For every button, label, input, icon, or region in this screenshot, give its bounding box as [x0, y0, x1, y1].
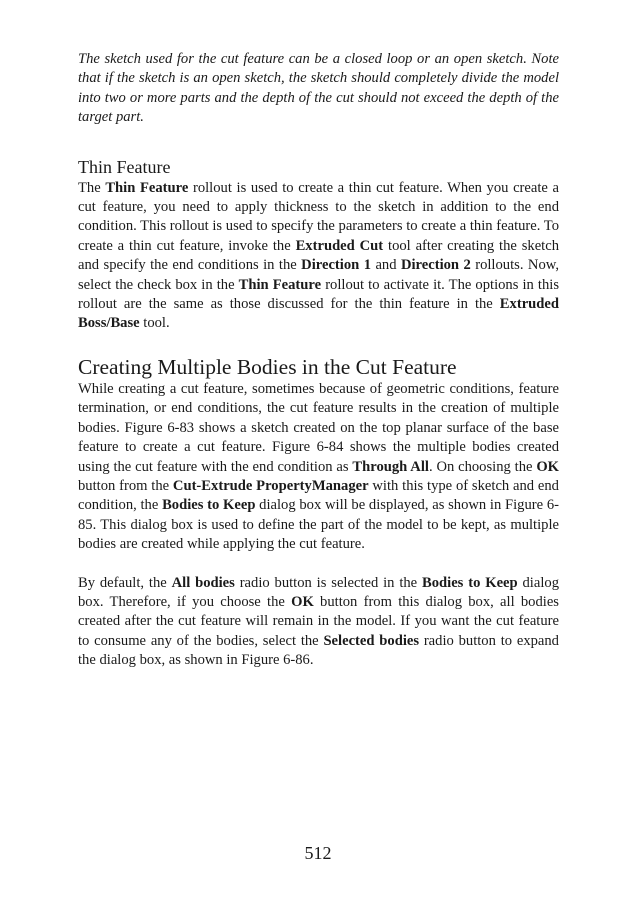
page-number: 512: [304, 843, 332, 863]
note-paragraph: The sketch used for the cut feature can be a closed loop or an open sketch. Note that if the sketch is an open sketch, the sketch should completely divide the model into two or more parts and the depth of the cut should not exceed the depth of the target part.: [78, 51, 559, 126]
thin-feature-paragraph: The Thin Feature rollout is used to create a thin cut feature. When you create a cut feature, you need to apply thickness to the sketch in addition to the end condition. This rollout is used to specify the parameters to create a thin feature. To create a thin cut feature, invoke the Extruded Cut tool after creating the sketch and specify the end conditions in the Direction 1 and Direction 2 rollouts. Now, select the check box in the Thin Feature rollout to activate it. The options in this rollout are the same as those discussed for the thin feature in the Extruded Boss/Base tool.: [78, 179, 560, 332]
page-content: [78, 50, 559, 671]
multiple-bodies-heading: Creating Multiple Bodies in the Cut Feature: [78, 354, 457, 379]
multiple-bodies-paragraph-2: By default, the All bodies radio button is selected in the Bodies to Keep dialog box. Therefore, if you choose the OK button from this dialog box, all bodies created after the cut feature will remain in the model. If you want the cut feature to consume any of the bodies, select the Selected bodies radio button to expand the dialog box, as shown in Figure 6-86.: [78, 574, 559, 669]
thin-feature-heading: Thin Feature: [78, 156, 171, 177]
multiple-bodies-paragraph-1: While creating a cut feature, sometimes because of geometric conditions, feature termination, or end conditions, the cut feature results in the creation of multiple bodies. Figure 6-83 shows a sketch created on the top planar surface of the base feature to create a cut feature. Figure 6-84 shows the multiple bodies created using the cut feature with the end condition as Through All. On choosing the OK button from the Cut-Extrude PropertyManager with this type of sketch and end condition, the Bodies to Keep dialog box will be displayed, as shown in Figure 6-85. This dialog box is used to define the part of the model to be kept, as multiple bodies are created while applying the cut feature.: [78, 380, 560, 553]
